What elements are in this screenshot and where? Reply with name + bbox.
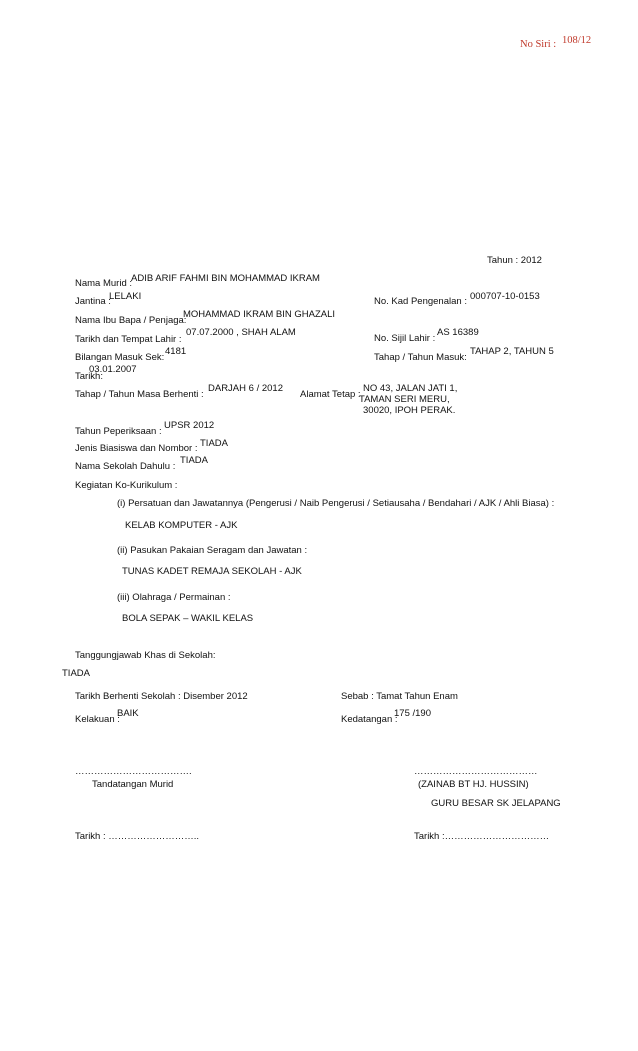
kokurikulum-item3-label: (iii) Olahraga / Permainan : (117, 592, 231, 603)
kokurikulum-item3-value: BOLA SEPAK – WAKIL KELAS (122, 613, 254, 624)
tarikh-bottom-left: Tarikh : ……………………….. (75, 831, 200, 842)
kokurikulum-item1-label: (i) Persatuan dan Jawatannya (Pengerusi / Naib Pengerusi / Setiausaha / Bendahari / AJK / Ahli Biasa) : (117, 498, 555, 509)
no-siri-value: 108/12 (562, 35, 592, 46)
tanggungjawab-value: TIADA (62, 668, 90, 679)
nama-murid-value: ADIB ARIF FAHMI BIN MOHAMMAD IKRAM (131, 273, 320, 284)
kedatangan-value: 175 /190 (394, 708, 431, 719)
sijil-lahir-label: No. Sijil Lahir : (374, 333, 436, 344)
tarikh-bottom-right: Tarikh :…………………………… (414, 831, 550, 842)
tahun: Tahun : 2012 (487, 255, 542, 266)
murid-signature-label: Tandatangan Murid (92, 779, 174, 790)
tahap-masuk-label: Tahap / Tahun Masuk: (374, 352, 467, 363)
sebab-label: Sebab : Tamat Tahun Enam (341, 691, 458, 702)
biasiswa-value: TIADA (200, 438, 228, 449)
no-kad-value: 000707-10-0153 (470, 291, 540, 302)
kedatangan-label: Kedatangan : (341, 714, 398, 725)
kokurikulum-item2-label: (ii) Pasukan Pakaian Seragam dan Jawatan : (117, 545, 308, 556)
kokurikulum-item1-value: KELAB KOMPUTER - AJK (125, 520, 238, 531)
bilangan-value: 4181 (165, 346, 187, 357)
peperiksaan-label: Tahun Peperiksaan : (75, 426, 162, 437)
kokurikulum-label: Kegiatan Ko-Kurikulum : (75, 480, 178, 491)
kokurikulum-item2-value: TUNAS KADET REMAJA SEKOLAH - AJK (122, 566, 302, 577)
jantina-label: Jantina : (75, 296, 111, 307)
alamat-line1: NO 43, JALAN JATI 1, (363, 383, 458, 394)
alamat-line3: 30020, IPOH PERAK. (363, 405, 456, 416)
gb-signature-dots: ………………………………… (414, 766, 538, 777)
tarikh-lahir-label: Tarikh dan Tempat Lahir : (75, 334, 182, 345)
alamat-label: Alamat Tetap : (300, 389, 361, 400)
no-kad-label: No. Kad Pengenalan : (374, 296, 467, 307)
gb-title: GURU BESAR SK JELAPANG (431, 798, 561, 809)
tahap-berhenti-value: DARJAH 6 / 2012 (208, 383, 283, 394)
tarikh-masuk-label: Tarikh: (75, 371, 103, 382)
no-siri-label: No Siri : (520, 39, 557, 50)
sekolah-dahulu-label: Nama Sekolah Dahulu : (75, 461, 176, 472)
tanggungjawab-label: Tanggungjawab Khas di Sekolah: (75, 650, 216, 661)
bilangan-label: Bilangan Masuk Sek: (75, 352, 165, 363)
tarikh-berhenti-label: Tarikh Berhenti Sekolah : Disember 2012 (75, 691, 248, 702)
biasiswa-label: Jenis Biasiswa dan Nombor : (75, 443, 198, 454)
ibu-bapa-value: MOHAMMAD IKRAM BIN GHAZALI (183, 309, 336, 320)
ibu-bapa-label: Nama Ibu Bapa / Penjaga: (75, 315, 187, 326)
kelakuan-label: Kelakuan : (75, 714, 120, 725)
alamat-line2: TAMAN SERI MERU, (359, 394, 450, 405)
peperiksaan-value: UPSR 2012 (164, 420, 215, 431)
jantina-value: LELAKI (109, 291, 142, 302)
tahap-masuk-value: TAHAP 2, TAHUN 5 (470, 346, 554, 357)
tahap-berhenti-label: Tahap / Tahun Masa Berhenti : (75, 389, 204, 400)
tarikh-lahir-value: 07.07.2000 , SHAH ALAM (186, 327, 296, 338)
murid-signature-dots: ………………………………. (75, 766, 192, 777)
sijil-lahir-value: AS 16389 (437, 327, 479, 338)
kelakuan-value: BAIK (117, 708, 139, 719)
sekolah-dahulu-value: TIADA (180, 455, 208, 466)
nama-murid-label: Nama Murid : (75, 278, 133, 289)
gb-name: (ZAINAB BT HJ. HUSSIN) (418, 779, 529, 790)
tarikh-masuk-value: 03.01.2007 (89, 364, 137, 375)
